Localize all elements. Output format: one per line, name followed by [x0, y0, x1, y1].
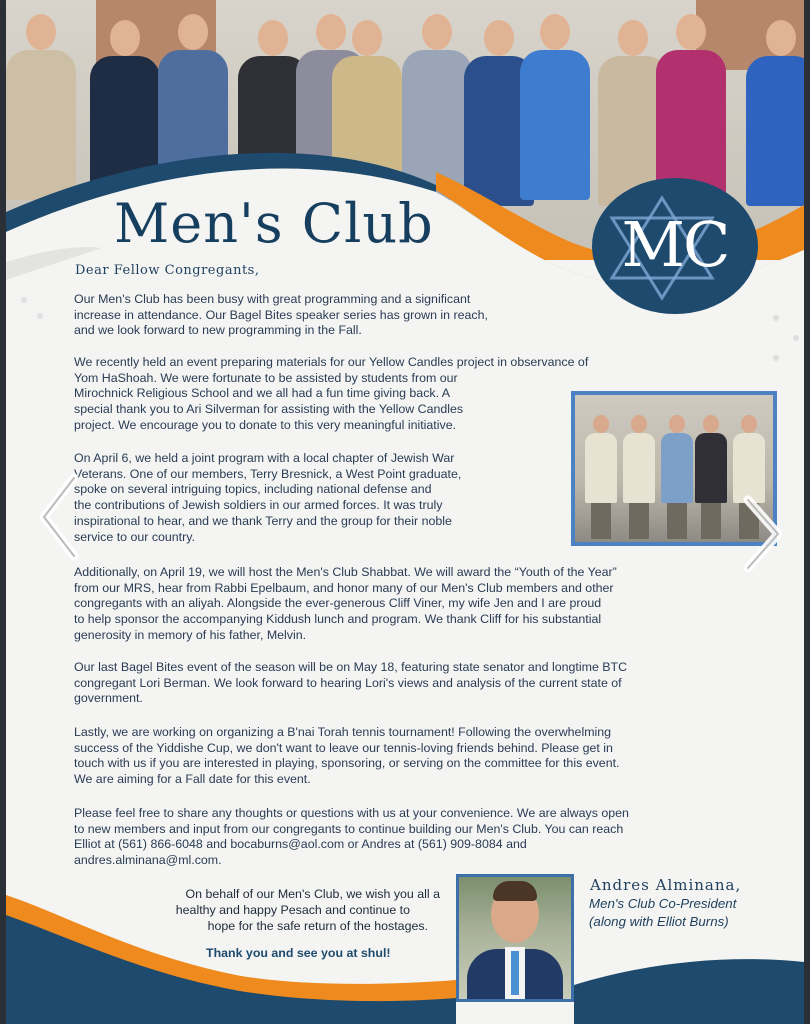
closing-line: healthy and happy Pesach and continue to	[175, 903, 410, 917]
paragraph-line: Veterans. One of our members, Terry Bresnick, a West Point graduate,	[74, 466, 462, 481]
paragraph-line: Additionally, on April 19, we will host the Men's Club Shabbat. We will award the “Youth of the Year”	[74, 565, 617, 579]
author-name: Andres Alminana,	[590, 876, 742, 894]
next-arrow-icon[interactable]	[740, 494, 784, 584]
paragraph-line: from our MRS, hear from Rabbi Epelbaum, and honor many of our Men's Club members and other	[74, 580, 614, 595]
veterans-photo-person	[661, 415, 693, 542]
paragraph-line: inspirational to hear, and we thank Terry and the group for their noble	[74, 513, 452, 528]
veterans-photo-person	[695, 415, 727, 542]
paragraph-line: to new members and input from our congregants to continue building our Men's Club. You can reach	[74, 821, 624, 836]
headshot-tie	[511, 951, 519, 995]
person-head	[669, 415, 685, 433]
previous-arrow-icon[interactable]	[38, 472, 82, 562]
logo-text: MC	[621, 208, 729, 281]
author-headshot-image	[459, 877, 571, 999]
author-role-note: (along with Elliot Burns)	[589, 914, 729, 929]
newsletter-page	[6, 0, 804, 1024]
page-title: Men's Club	[114, 192, 434, 255]
paragraph-line: service to our country.	[74, 529, 195, 544]
paragraph-line: Yom HaShoah. We were fortunate to be assisted by students from our	[74, 370, 458, 385]
paragraph-line: to help sponsor the accompanying Kiddush lunch and program. We thank Cliff for his substantial	[74, 612, 602, 627]
paragraph-line: Please feel free to share any thoughts or questions with us at your convenience. We are always open	[74, 806, 629, 820]
person-torso	[623, 433, 655, 503]
letter-paragraph	[74, 292, 488, 339]
paragraph-line: congregants with an aliyah. Alongside the ever-generous Cliff Viner, my wife Jen and I are proud	[74, 596, 602, 611]
person-torso	[733, 433, 765, 503]
person-torso	[661, 433, 693, 503]
person-head	[593, 415, 609, 433]
author-role: Men's Club Co-President	[589, 896, 737, 911]
paragraph-line: andres.alminana@ml.com.	[74, 853, 222, 868]
letter-paragraph	[74, 355, 588, 434]
letter-paragraph	[74, 660, 627, 707]
paragraph-line: special thank you to Ari Silverman for assisting with the Yellow Candles	[74, 402, 464, 417]
letter-paragraph	[74, 565, 617, 644]
person-head	[741, 415, 757, 433]
letter-paragraph	[74, 451, 461, 545]
person-legs	[629, 503, 649, 539]
paragraph-line: Mirochnick Religious School and we all had a fun time giving back. A	[74, 386, 451, 401]
letter-paragraph	[74, 725, 619, 788]
paragraph-line: spoke on several intriguing topics, including national defense and	[74, 482, 432, 497]
paragraph-line: government.	[74, 691, 143, 706]
paragraph-line: On April 6, we held a joint program with a local chapter of Jewish War	[74, 451, 455, 465]
paragraph-line: congregant Lori Berman. We look forward to hearing Lori's views and analysis of the current state of	[74, 675, 622, 690]
letter-paragraph	[74, 806, 629, 869]
person-torso	[695, 433, 727, 503]
thank-you-line: Thank you and see you at shul!	[206, 946, 391, 960]
letter-greeting: Dear Fellow Congregants,	[75, 263, 260, 278]
headshot-hair	[493, 881, 537, 901]
paragraph-line: touch with us if you are interested in playing, sponsoring, or serving on the committee for this event.	[74, 756, 620, 771]
mens-club-logo	[592, 178, 758, 314]
paragraph-line: generosity in memory of his father, Melvin.	[74, 627, 307, 642]
paragraph-line: Lastly, we are working on organizing a B'nai Torah tennis tournament! Following the overwhelming	[74, 725, 612, 739]
person-torso	[585, 433, 617, 503]
person-legs	[701, 503, 721, 539]
person-legs	[591, 503, 611, 539]
veterans-photo-person	[623, 415, 655, 542]
paragraph-line: increase in attendance. Our Bagel Bites speaker series has grown in reach,	[74, 307, 488, 322]
person-legs	[667, 503, 687, 539]
paragraph-line: the contributions of Jewish soldiers in our armed forces. It was truly	[74, 498, 443, 513]
closing-line: On behalf of our Men's Club, we wish you all a	[185, 887, 440, 901]
paragraph-line: success of the Yiddishe Cup, we don't want to leave our tennis-loving friends behind. Please get in	[74, 740, 613, 755]
paragraph-line: and we look forward to new programming in the Fall.	[74, 323, 362, 338]
paragraph-line: Our Men's Club has been busy with great programming and a significant	[74, 292, 471, 306]
closing-line: hope for the safe return of the hostages.	[207, 919, 428, 933]
paragraph-line: We recently held an event preparing materials for our Yellow Candles project in observance of	[74, 355, 589, 369]
paragraph-line: Elliot at (561) 866-6048 and bocaburns@aol.com or Andres at (561) 909-8084 and	[74, 837, 527, 852]
person-head	[631, 415, 647, 433]
veterans-photo-person	[585, 415, 617, 542]
paragraph-line: Our last Bagel Bites event of the season will be on May 18, featuring state senator and longtime BTC	[74, 660, 628, 674]
person-head	[703, 415, 719, 433]
paragraph-line: project. We encourage you to donate to this very meaningful initiative.	[74, 417, 457, 432]
author-headshot	[456, 874, 574, 1002]
paragraph-line: We are aiming for a Fall date for this event.	[74, 772, 311, 787]
